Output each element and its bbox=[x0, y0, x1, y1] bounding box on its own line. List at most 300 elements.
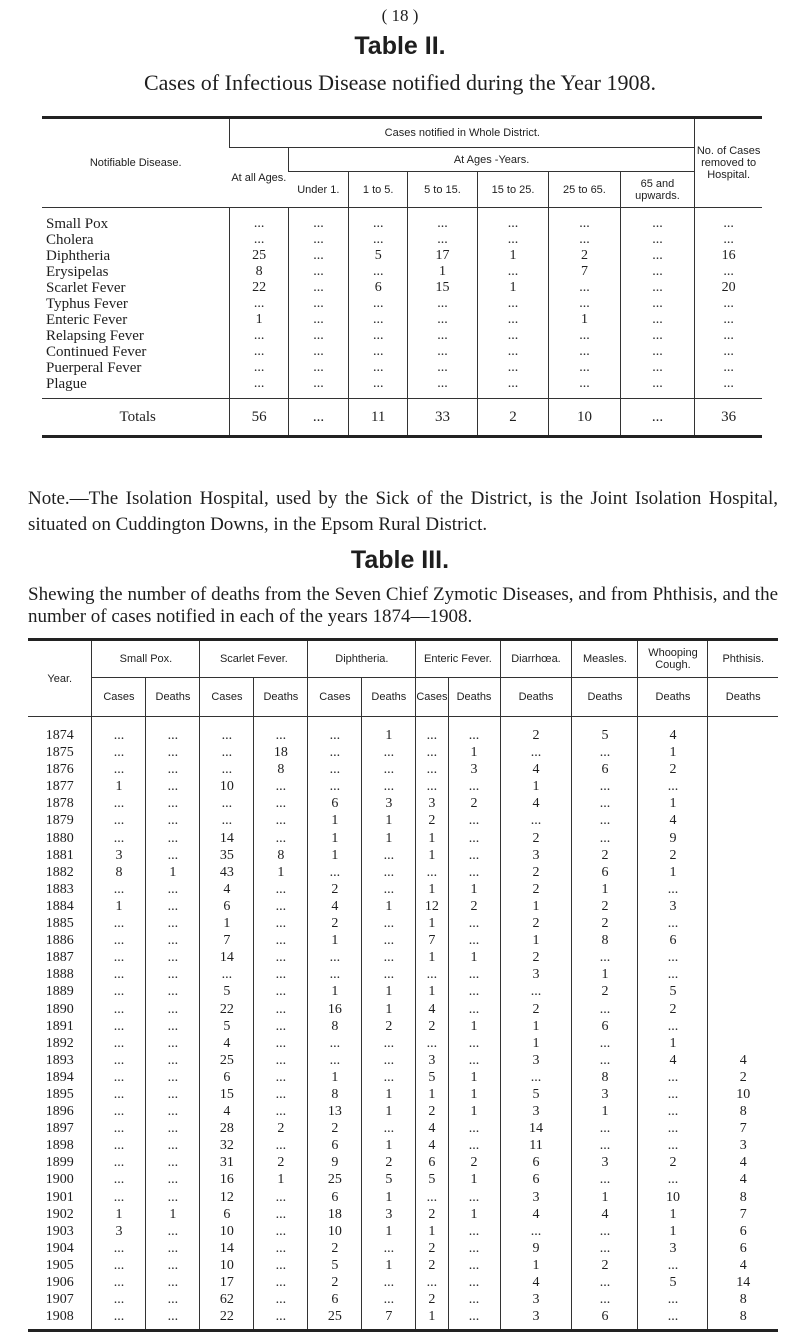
count-cell: 6 bbox=[572, 864, 638, 881]
count-cell: ... bbox=[92, 966, 146, 983]
count-cell: 1 bbox=[362, 812, 416, 829]
year-row bbox=[28, 717, 778, 745]
count-cell: 2 bbox=[448, 795, 500, 812]
count-cell: ... bbox=[638, 966, 708, 983]
year-row bbox=[28, 932, 778, 949]
count-cell: 1 bbox=[500, 778, 572, 795]
count-cell: 1 bbox=[638, 795, 708, 812]
count-cell: 2 bbox=[638, 1001, 708, 1018]
count-cell: ... bbox=[146, 1291, 200, 1308]
count-cell: 1 bbox=[638, 744, 708, 761]
count-cell: 1 bbox=[308, 1069, 362, 1086]
count-cell: 1 bbox=[448, 1018, 500, 1035]
disease-cell: ... bbox=[477, 296, 548, 312]
count-cell: ... bbox=[146, 830, 200, 847]
count-cell: ... bbox=[92, 1069, 146, 1086]
count-cell: 1 bbox=[638, 1035, 708, 1052]
year-row bbox=[28, 761, 778, 778]
count-cell: 3 bbox=[500, 1052, 572, 1069]
disease-cell: ... bbox=[288, 208, 348, 233]
header-year: Year. bbox=[28, 640, 92, 717]
count-cell: ... bbox=[362, 949, 416, 966]
count-cell: 3 bbox=[362, 1206, 416, 1223]
count-cell: ... bbox=[254, 717, 308, 745]
count-cell: ... bbox=[146, 1035, 200, 1052]
count-cell: 1 bbox=[572, 881, 638, 898]
count-cell: 2 bbox=[308, 915, 362, 932]
count-cell: ... bbox=[448, 1001, 500, 1018]
disease-cell: ... bbox=[349, 264, 408, 280]
count-cell: 1 bbox=[500, 898, 572, 915]
count-cell: ... bbox=[254, 881, 308, 898]
infectious-disease-table bbox=[42, 116, 762, 438]
count-cell: ... bbox=[308, 1052, 362, 1069]
count-cell: ... bbox=[254, 778, 308, 795]
count-cell: 4 bbox=[500, 761, 572, 778]
count-cell: 3 bbox=[572, 1086, 638, 1103]
count-cell: 1 bbox=[362, 1189, 416, 1206]
year-row bbox=[28, 966, 778, 983]
disease-cell: ... bbox=[695, 232, 762, 248]
disease-cell: ... bbox=[230, 360, 288, 376]
year-cell: 1900 bbox=[45, 1172, 74, 1188]
count-cell: 5 bbox=[416, 1069, 448, 1086]
disease-cell: ... bbox=[549, 328, 620, 344]
disease-cell: ... bbox=[549, 280, 620, 296]
header-small-pox: Small Pox. bbox=[92, 640, 200, 678]
count-cell: 13 bbox=[308, 1103, 362, 1120]
count-cell: ... bbox=[448, 1189, 500, 1206]
disease-cell: ... bbox=[477, 312, 548, 328]
count-cell: ... bbox=[362, 847, 416, 864]
count-cell: ... bbox=[92, 915, 146, 932]
count-cell: 1 bbox=[200, 915, 254, 932]
disease-name: Relapsing Fever bbox=[46, 328, 144, 344]
header-age-group: Under 1. bbox=[288, 172, 348, 208]
year-row bbox=[28, 1120, 778, 1137]
count-cell: ... bbox=[308, 717, 362, 745]
disease-cell: ... bbox=[288, 248, 348, 264]
count-cell: 6 bbox=[708, 1223, 778, 1240]
count-cell: 18 bbox=[254, 744, 308, 761]
count-cell: 15 bbox=[200, 1086, 254, 1103]
count-cell: ... bbox=[92, 949, 146, 966]
count-cell: 1 bbox=[416, 1223, 448, 1240]
year-cell: 1894 bbox=[45, 1069, 74, 1085]
year-row bbox=[28, 983, 778, 1000]
disease-cell: ... bbox=[695, 376, 762, 399]
disease-cell: ... bbox=[620, 232, 695, 248]
count-cell: ... bbox=[200, 795, 254, 812]
count-cell: 9 bbox=[500, 1240, 572, 1257]
count-cell: 1 bbox=[500, 1257, 572, 1274]
count-cell bbox=[708, 915, 778, 932]
count-cell: 2 bbox=[448, 898, 500, 915]
count-cell: 11 bbox=[500, 1137, 572, 1154]
count-cell: 2 bbox=[362, 1018, 416, 1035]
disease-cell: ... bbox=[620, 344, 695, 360]
count-cell: ... bbox=[308, 761, 362, 778]
count-cell: ... bbox=[146, 1274, 200, 1291]
count-cell: ... bbox=[308, 744, 362, 761]
count-cell: 8 bbox=[708, 1103, 778, 1120]
table-3-subtitle: Shewing the number of deaths from the Seven Chief Zymotic Diseases, and from Phthisis, and the number of cases notified in each of the years 1874—1908. bbox=[28, 584, 778, 627]
count-cell: 14 bbox=[200, 1240, 254, 1257]
count-cell: 3 bbox=[638, 898, 708, 915]
disease-cell: ... bbox=[349, 360, 408, 376]
year-cell: 1901 bbox=[45, 1189, 74, 1205]
year-row bbox=[28, 915, 778, 932]
disease-cell: ... bbox=[408, 376, 478, 399]
count-cell: ... bbox=[448, 1137, 500, 1154]
year-row bbox=[28, 881, 778, 898]
count-cell: ... bbox=[416, 761, 448, 778]
disease-cell: ... bbox=[288, 296, 348, 312]
count-cell: ... bbox=[92, 1274, 146, 1291]
count-cell: 2 bbox=[308, 1274, 362, 1291]
disease-cell: ... bbox=[549, 360, 620, 376]
count-cell: 10 bbox=[200, 1223, 254, 1240]
disease-name: Diphtheria bbox=[46, 248, 111, 264]
count-cell: ... bbox=[572, 795, 638, 812]
count-cell: ... bbox=[638, 1069, 708, 1086]
disease-cell: ... bbox=[288, 280, 348, 296]
count-cell: ... bbox=[362, 932, 416, 949]
count-cell: 18 bbox=[308, 1206, 362, 1223]
count-cell: ... bbox=[308, 864, 362, 881]
count-cell: 1 bbox=[92, 778, 146, 795]
count-cell: ... bbox=[308, 778, 362, 795]
count-cell: ... bbox=[146, 915, 200, 932]
count-cell: 25 bbox=[200, 1052, 254, 1069]
subheader: Deaths bbox=[708, 678, 778, 717]
totals-cell: 56 bbox=[230, 399, 288, 437]
count-cell: ... bbox=[362, 761, 416, 778]
disease-cell: ... bbox=[620, 376, 695, 399]
count-cell: ... bbox=[638, 1257, 708, 1274]
count-cell: 1 bbox=[362, 717, 416, 745]
count-cell: 2 bbox=[416, 812, 448, 829]
count-cell: 5 bbox=[638, 983, 708, 1000]
year-row bbox=[28, 1274, 778, 1291]
year-cell: 1895 bbox=[45, 1086, 74, 1102]
disease-cell: ... bbox=[477, 360, 548, 376]
count-cell bbox=[708, 1001, 778, 1018]
count-cell: ... bbox=[448, 1308, 500, 1325]
count-cell: ... bbox=[448, 812, 500, 829]
subheader: Cases bbox=[200, 678, 254, 717]
count-cell: ... bbox=[92, 744, 146, 761]
count-cell: 1 bbox=[146, 1206, 200, 1223]
count-cell: 2 bbox=[308, 1120, 362, 1137]
year-cell: 1893 bbox=[45, 1052, 74, 1068]
count-cell: ... bbox=[638, 881, 708, 898]
count-cell: 1 bbox=[638, 1223, 708, 1240]
count-cell: 17 bbox=[200, 1274, 254, 1291]
count-cell: ... bbox=[146, 983, 200, 1000]
count-cell: 25 bbox=[308, 1308, 362, 1325]
header-whooping-cough: Whooping Cough. bbox=[638, 640, 708, 678]
year-cell: 1908 bbox=[45, 1309, 74, 1325]
year-row bbox=[28, 1154, 778, 1171]
header-age-group: 15 to 25. bbox=[477, 172, 548, 208]
count-cell: 4 bbox=[638, 1052, 708, 1069]
year-cell: 1877 bbox=[45, 779, 74, 795]
count-cell: ... bbox=[146, 717, 200, 745]
disease-cell: ... bbox=[620, 328, 695, 344]
year-row bbox=[28, 1206, 778, 1223]
count-cell: 4 bbox=[416, 1120, 448, 1137]
count-cell: 1 bbox=[500, 932, 572, 949]
count-cell: ... bbox=[448, 1274, 500, 1291]
count-cell: 6 bbox=[500, 1171, 572, 1188]
count-cell bbox=[708, 744, 778, 761]
count-cell: ... bbox=[448, 915, 500, 932]
count-cell: ... bbox=[638, 1086, 708, 1103]
disease-cell: 1 bbox=[477, 248, 548, 264]
count-cell: 3 bbox=[500, 1308, 572, 1325]
count-cell bbox=[708, 812, 778, 829]
count-cell: ... bbox=[448, 983, 500, 1000]
count-cell: ... bbox=[572, 1120, 638, 1137]
year-cell: 1897 bbox=[45, 1121, 74, 1137]
disease-cell: ... bbox=[695, 264, 762, 280]
year-cell: 1883 bbox=[45, 881, 74, 897]
count-cell: ... bbox=[638, 778, 708, 795]
count-cell: 1 bbox=[416, 830, 448, 847]
subheader: Deaths bbox=[254, 678, 308, 717]
count-cell: ... bbox=[416, 1274, 448, 1291]
disease-row bbox=[42, 264, 762, 280]
disease-cell: ... bbox=[288, 328, 348, 344]
count-cell: ... bbox=[92, 983, 146, 1000]
count-cell: ... bbox=[254, 1137, 308, 1154]
subheader: Cases bbox=[416, 678, 448, 717]
count-cell: ... bbox=[500, 812, 572, 829]
year-row bbox=[28, 1018, 778, 1035]
count-cell: 8 bbox=[572, 1069, 638, 1086]
count-cell: 35 bbox=[200, 847, 254, 864]
year-cell: 1906 bbox=[45, 1275, 74, 1290]
count-cell: 2 bbox=[708, 1069, 778, 1086]
count-cell: ... bbox=[362, 1240, 416, 1257]
disease-cell: ... bbox=[477, 264, 548, 280]
count-cell: 6 bbox=[638, 932, 708, 949]
count-cell: ... bbox=[146, 1189, 200, 1206]
disease-cell: ... bbox=[230, 208, 288, 233]
count-cell: 1 bbox=[362, 1137, 416, 1154]
count-cell: 3 bbox=[572, 1154, 638, 1171]
count-cell: 2 bbox=[416, 1240, 448, 1257]
disease-cell: ... bbox=[408, 328, 478, 344]
disease-name: Continued Fever bbox=[46, 344, 147, 360]
count-cell: 5 bbox=[572, 717, 638, 745]
count-cell: ... bbox=[416, 778, 448, 795]
count-cell: ... bbox=[254, 1001, 308, 1018]
disease-cell: ... bbox=[549, 208, 620, 233]
count-cell: ... bbox=[92, 812, 146, 829]
count-cell: 10 bbox=[638, 1189, 708, 1206]
year-cell: 1879 bbox=[45, 813, 74, 829]
year-cell: 1905 bbox=[45, 1257, 74, 1273]
year-row bbox=[28, 1086, 778, 1103]
count-cell: ... bbox=[362, 1052, 416, 1069]
count-cell: ... bbox=[92, 1018, 146, 1035]
year-row bbox=[28, 1137, 778, 1154]
count-cell: 1 bbox=[362, 1001, 416, 1018]
count-cell: ... bbox=[92, 881, 146, 898]
subheader: Deaths bbox=[572, 678, 638, 717]
year-row bbox=[28, 1171, 778, 1188]
count-cell: 1 bbox=[638, 864, 708, 881]
count-cell: ... bbox=[92, 1052, 146, 1069]
table-2-subtitle: Cases of Infectious Disease notified during the Year 1908. bbox=[143, 70, 656, 95]
count-cell bbox=[708, 1035, 778, 1052]
count-cell: 2 bbox=[638, 1154, 708, 1171]
count-cell: ... bbox=[146, 1171, 200, 1188]
count-cell: 3 bbox=[92, 847, 146, 864]
count-cell: 1 bbox=[308, 932, 362, 949]
count-cell: 62 bbox=[200, 1291, 254, 1308]
year-cell: 1880 bbox=[45, 830, 74, 846]
count-cell: ... bbox=[448, 717, 500, 745]
count-cell: 1 bbox=[92, 898, 146, 915]
year-row bbox=[28, 830, 778, 847]
count-cell: ... bbox=[92, 761, 146, 778]
count-cell: 5 bbox=[200, 983, 254, 1000]
disease-name: Puerperal Fever bbox=[46, 360, 142, 376]
header-scarlet-fever: Scarlet Fever. bbox=[200, 640, 308, 678]
count-cell: ... bbox=[572, 949, 638, 966]
count-cell: ... bbox=[362, 1120, 416, 1137]
count-cell: 4 bbox=[416, 1001, 448, 1018]
count-cell: ... bbox=[638, 1291, 708, 1308]
count-cell: ... bbox=[92, 1154, 146, 1171]
disease-cell: ... bbox=[695, 344, 762, 360]
count-cell: ... bbox=[448, 1035, 500, 1052]
year-row bbox=[28, 1035, 778, 1052]
count-cell: 3 bbox=[416, 795, 448, 812]
count-cell: 6 bbox=[572, 1018, 638, 1035]
disease-cell: ... bbox=[288, 264, 348, 280]
count-cell: 1 bbox=[362, 1257, 416, 1274]
count-cell: 4 bbox=[416, 1137, 448, 1154]
count-cell: ... bbox=[254, 949, 308, 966]
subheader: Deaths bbox=[500, 678, 572, 717]
count-cell: ... bbox=[448, 1240, 500, 1257]
count-cell: ... bbox=[572, 1035, 638, 1052]
count-cell: 14 bbox=[500, 1120, 572, 1137]
disease-name: Enteric Fever bbox=[46, 312, 128, 328]
count-cell: ... bbox=[254, 1189, 308, 1206]
header-whole-district: Cases notified in Whole District. bbox=[230, 118, 695, 148]
count-cell: ... bbox=[146, 812, 200, 829]
count-cell: 2 bbox=[308, 1240, 362, 1257]
count-cell: ... bbox=[200, 966, 254, 983]
padding-cell bbox=[448, 1325, 500, 1331]
count-cell: ... bbox=[362, 1274, 416, 1291]
count-cell: 31 bbox=[200, 1154, 254, 1171]
year-row bbox=[28, 847, 778, 864]
disease-name: Small Pox bbox=[46, 216, 109, 232]
count-cell: 8 bbox=[572, 932, 638, 949]
count-cell bbox=[708, 864, 778, 881]
count-cell: ... bbox=[146, 1052, 200, 1069]
count-cell: 1 bbox=[308, 830, 362, 847]
count-cell: 10 bbox=[308, 1223, 362, 1240]
header-diphtheria: Diphtheria. bbox=[308, 640, 416, 678]
disease-cell: ... bbox=[288, 312, 348, 328]
count-cell: ... bbox=[146, 1120, 200, 1137]
year-cell: 1881 bbox=[45, 847, 74, 863]
count-cell: ... bbox=[572, 1137, 638, 1154]
count-cell: 1 bbox=[362, 1223, 416, 1240]
count-cell: 1 bbox=[572, 1103, 638, 1120]
count-cell: 14 bbox=[708, 1274, 778, 1291]
count-cell: ... bbox=[92, 1137, 146, 1154]
year-cell: 1889 bbox=[45, 984, 74, 1000]
disease-row bbox=[42, 328, 762, 344]
disease-cell: ... bbox=[549, 296, 620, 312]
count-cell: 1 bbox=[92, 1206, 146, 1223]
year-cell: 1878 bbox=[45, 796, 74, 812]
disease-cell: 15 bbox=[408, 280, 478, 296]
count-cell: 2 bbox=[308, 881, 362, 898]
count-cell: 1 bbox=[308, 812, 362, 829]
year-row bbox=[28, 1291, 778, 1308]
count-cell: 5 bbox=[200, 1018, 254, 1035]
count-cell bbox=[708, 898, 778, 915]
disease-cell: ... bbox=[349, 312, 408, 328]
count-cell: 2 bbox=[254, 1120, 308, 1137]
count-cell: ... bbox=[362, 744, 416, 761]
count-cell: ... bbox=[146, 778, 200, 795]
disease-cell: ... bbox=[695, 328, 762, 344]
disease-cell: ... bbox=[620, 280, 695, 296]
year-cell: 1891 bbox=[45, 1018, 74, 1034]
count-cell: 8 bbox=[708, 1308, 778, 1325]
count-cell: 1 bbox=[254, 864, 308, 881]
count-cell: 4 bbox=[200, 881, 254, 898]
count-cell: 3 bbox=[500, 1189, 572, 1206]
count-cell: 14 bbox=[200, 949, 254, 966]
padding-cell bbox=[308, 1325, 362, 1331]
count-cell: ... bbox=[572, 744, 638, 761]
count-cell: 5 bbox=[500, 1086, 572, 1103]
count-cell: ... bbox=[92, 1120, 146, 1137]
count-cell: ... bbox=[254, 830, 308, 847]
year-row bbox=[28, 1103, 778, 1120]
count-cell: 1 bbox=[362, 830, 416, 847]
count-cell: ... bbox=[254, 1257, 308, 1274]
disease-cell: ... bbox=[620, 312, 695, 328]
disease-row bbox=[42, 312, 762, 328]
header-age-group: 65 and upwards. bbox=[620, 172, 695, 208]
header-phthisis: Phthisis. bbox=[708, 640, 778, 678]
disease-cell: 25 bbox=[230, 248, 288, 264]
count-cell: 5 bbox=[416, 1171, 448, 1188]
count-cell: ... bbox=[254, 915, 308, 932]
disease-cell: ... bbox=[230, 376, 288, 399]
count-cell: 6 bbox=[708, 1240, 778, 1257]
count-cell: 8 bbox=[708, 1189, 778, 1206]
count-cell: 2 bbox=[572, 1257, 638, 1274]
count-cell: ... bbox=[92, 1086, 146, 1103]
totals-cell: ... bbox=[620, 399, 695, 437]
count-cell: 8 bbox=[308, 1086, 362, 1103]
count-cell: 1 bbox=[416, 915, 448, 932]
count-cell: 3 bbox=[362, 795, 416, 812]
